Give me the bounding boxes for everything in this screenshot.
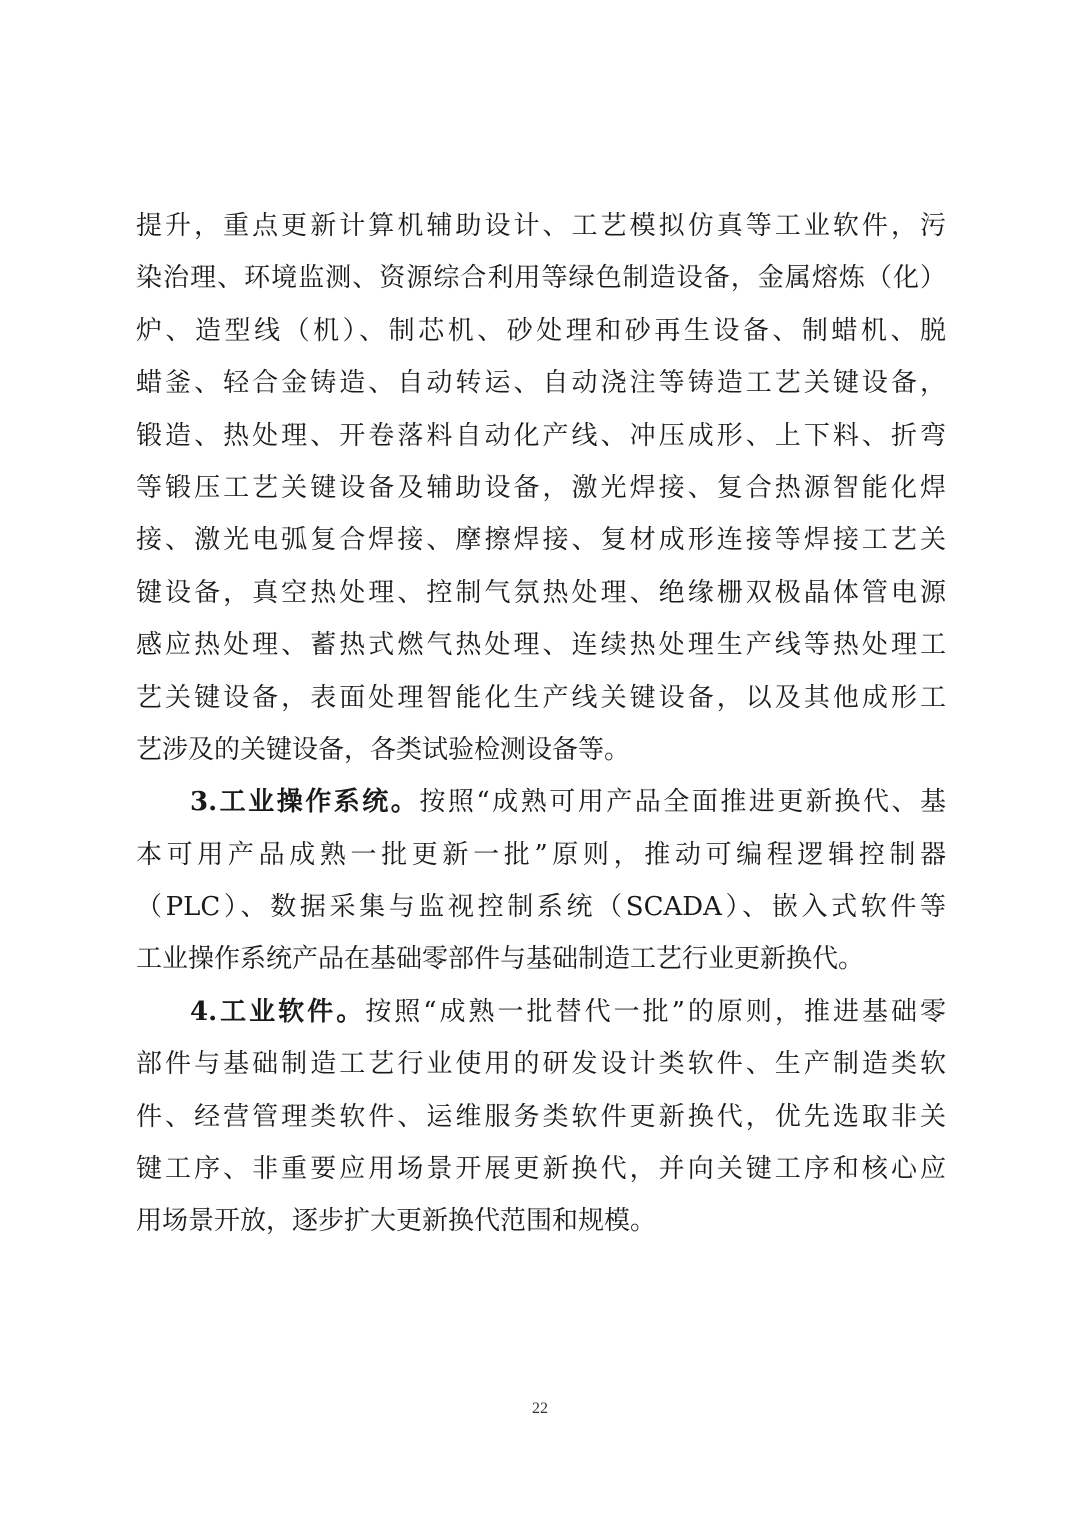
paragraph-equipment [136,200,946,776]
text-line: 键工序、非重要应用场景开展更新换代，并向关键工序和核心应 [136,1154,946,1185]
text-line: 本可用产品成熟一批更新一批”原则，推动可编程逻辑控制器 [136,839,946,870]
text-line: 艺涉及的关键设备，各类试验检测设备等。 [136,734,631,765]
text-line: 接、激光电弧复合焊接、摩擦焊接、复材成形连接等焊接工艺关 [136,525,946,556]
text-line: 提升，重点更新计算机辅助设计、工艺模拟仿真等工业软件，污 [136,211,946,241]
section-industrial-software [136,986,946,1248]
text-line: 件、经营管理类软件、运维服务类软件更新换代，优先选取非关 [136,1101,946,1132]
text-line: 键设备，真空热处理、控制气氛热处理、绝缘栅双极晶体管电源 [136,577,946,608]
text-line: 炉、造型线（机）、制芯机、砂处理和砂再生设备、制蜡机、脱 [136,315,946,346]
section-industrial-os [136,776,946,986]
text-line: 蜡釜、轻合金铸造、自动转运、自动浇注等铸造工艺关键设备， [136,368,946,399]
section-first-line [136,776,946,828]
text-line: （PLC）、数据采集与监视控制系统（SCADA）、嵌入式软件等 [136,892,946,923]
text-run: 按照“成熟一批替代一批”的原则，推进基础零 [365,996,946,1027]
text-line: 等锻压工艺关键设备及辅助设备，激光焊接、复合热源智能化焊 [136,472,946,503]
text-run: 按照“成熟可用产品全面推进更新换代、基 [419,787,946,818]
text-line: 部件与基础制造工艺行业使用的研发设计类软件、生产制造类软 [136,1049,946,1080]
text-line: 艺关键设备，表面处理智能化生产线关键设备，以及其他成形工 [136,682,946,713]
section-first-line [136,986,946,1038]
text-line: 染治理、环境监测、资源综合利用等绿色制造设备，金属熔炼（化） [136,263,946,294]
text-line: 工业操作系统产品在基础零部件与基础制造工艺行业更新换代。 [136,944,865,975]
text-line: 用场景开放，逐步扩大更新换代范围和规模。 [136,1206,657,1237]
page-number: 22 [532,1400,548,1417]
section-heading: 4.工业软件。 [190,996,366,1027]
document-body [136,200,946,1248]
text-line: 锻造、热处理、开卷落料自动化产线、冲压成形、上下料、折弯 [136,420,946,451]
text-line: 感应热处理、蓄热式燃气热处理、连续热处理生产线等热处理工 [136,630,946,661]
section-heading: 3.工业操作系统。 [190,787,420,818]
